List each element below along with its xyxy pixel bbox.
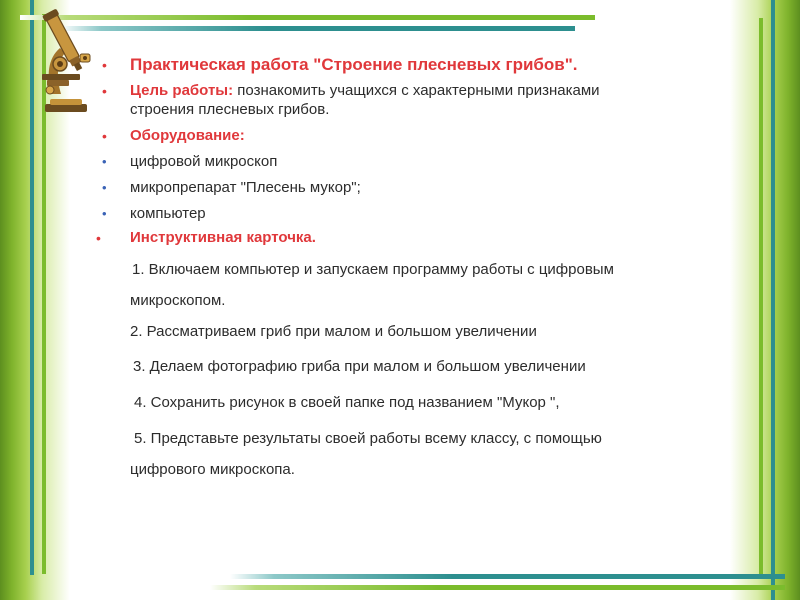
- step-1-line-2: микроскопом.: [130, 292, 226, 309]
- equipment-item-text: цифровой микроскоп: [130, 153, 278, 170]
- equipment-item-text: компьютер: [130, 205, 206, 222]
- equipment-item-text: микропрепарат "Плесень мукор";: [130, 179, 361, 196]
- bullet-blue-icon: •: [102, 180, 107, 195]
- step-1-line-1: 1. Включаем компьютер и запускаем программу работы с цифровым: [132, 261, 614, 278]
- bullet-title-label: Практическая работа "Строение плесневых грибов".: [130, 55, 578, 74]
- slide-content: [96, 0, 752, 600]
- step-3: 3. Делаем фотографию гриба при малом и большом увеличении: [133, 358, 586, 375]
- bullet-purpose-label: Цель работы:: [130, 82, 234, 99]
- bullet-purpose-continuation-text: строения плесневых грибов.: [130, 101, 330, 118]
- bullet-red-icon: •: [96, 230, 101, 246]
- decorative-right-teal-line: [771, 0, 775, 600]
- step-4: 4. Сохранить рисунок в своей папке под названием "Мукор ",: [134, 394, 560, 411]
- bullet-red-icon: •: [102, 57, 107, 73]
- bullet-blue-icon: •: [102, 154, 107, 169]
- bullet-purpose-text: [130, 82, 600, 100]
- microscope-icon: [30, 6, 96, 114]
- step-5-line-2: цифрового микроскопа.: [130, 461, 295, 478]
- bullet-blue-icon: •: [102, 206, 107, 221]
- bullet-red-icon: •: [102, 128, 107, 144]
- bullet-red-icon: •: [102, 83, 107, 99]
- bullet-purpose-body: познакомить учащихся с характерными признаками: [233, 82, 600, 99]
- bullet-equipment-label: Оборудование:: [130, 127, 245, 144]
- step-5-line-1: 5. Представьте результаты своей работы всему классу, с помощью: [134, 430, 602, 447]
- decorative-right-green-line: [759, 18, 763, 578]
- step-2: 2. Рассматриваем гриб при малом и большом увеличении: [130, 323, 537, 340]
- bullet-instructions-label: Инструктивная карточка.: [130, 229, 316, 246]
